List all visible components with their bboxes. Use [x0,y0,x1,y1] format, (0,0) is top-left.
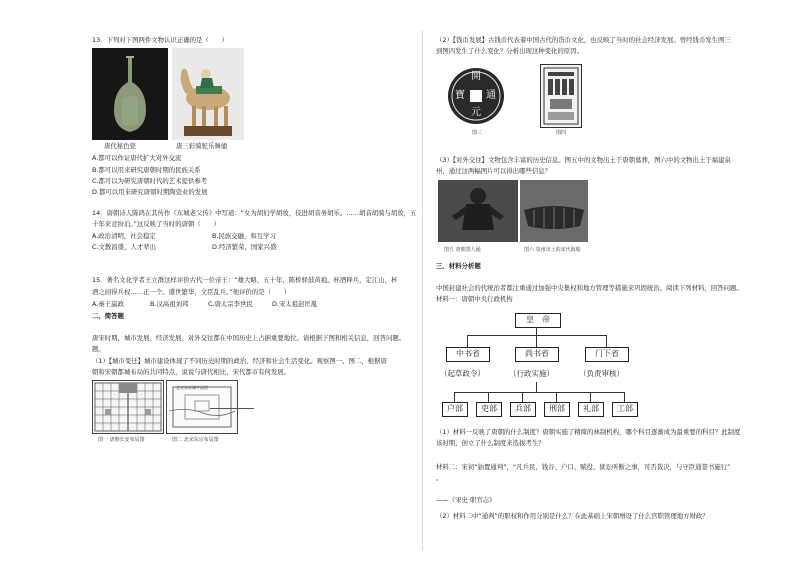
fig3-caption: 图三 [472,130,483,136]
question-1-line2: 该时期，创立了什么制度来选拔考生？ [436,439,545,447]
sub1-line2: 朝和宋朝都城布局的共同特点，说说与唐代相比，宋代都市有何发展。 [92,368,291,376]
sub3-line2: 州，通过这两幅图片可以得出哪些信息？ [436,167,552,175]
chart-line [488,392,489,402]
board-xingbu: 刑部 [544,402,570,417]
q14-option-d: D.经济繁荣，国家兴盛 [212,243,277,251]
coin-char-bottom: 元 [471,107,481,118]
zhongshu-box: 中书省 [446,347,490,362]
board-libu-personnel: 吏部 [476,402,502,417]
shangshu-box: 尚书省 [515,347,559,362]
q13-option-d: D.都可以用来研究唐朝时期陶瓷业的发展 [92,188,208,196]
board-bingbu: 兵部 [510,402,536,417]
kaiyuan-coin-image [446,66,506,126]
sub2-line2: 到图四发生了什么变化？分析出现这种变化的原因。 [436,47,583,55]
section-3-title: 三、材料分析题 [436,262,481,270]
section-2-intro-line1: 唐宋时期，城市发展、经济发展、对外交往都在中国历史上占据重要地位。请根据下图和相关信息，回答问题。 [92,334,406,342]
board-hubu: 户部 [442,402,468,417]
tang-figurine-photo [438,180,518,242]
board-gongbu: 工部 [612,402,638,417]
chart-line [467,335,468,347]
material-2-line1: 材料二：宋初“始置通判”，“凡兵民、钱谷、户口、赋役、狱讼听断之事，可否裁决，与守臣通签书施行” [436,463,731,471]
sub3-line1: （3）【对外交往】文物包含丰富的历史信息。图五中的文物出土于唐朝墓葬，图六中的文物出土于福建泉 [436,156,731,164]
camel-figurine-photo [172,48,244,140]
material-1-label: 材料一：唐朝中央行政机构 [436,295,513,303]
fig2-caption: 图二 北宋东京布局图 [172,437,219,443]
coin-char-left: 寶 [455,90,465,101]
column-divider [422,30,423,550]
material-2-line2: 。 [436,474,443,482]
q15-stem-line2: 酒之间得兵权……正一个。盛世繁华，文臣乱兵。”他评价的是（ ） [92,288,291,296]
q14-option-c: C.文教昌盛，人才辈出 [92,243,157,251]
sub1-line1: （1）【城市变迁】城市建设体现了不同历史时期的政治、经济和社会生活变化。观察图一、图二，根据唐 [92,357,387,365]
chart-line [454,392,455,402]
chart-line [590,392,591,402]
song-ship-photo [520,180,588,242]
q15-option-d: D.宋太祖赵匡胤 [272,300,318,308]
q15-option-b: B.汉高祖刘邦 [150,300,189,308]
changan-layout-map [92,380,164,434]
menxia-duty: （负责审核） [579,369,624,378]
q13-option-b: B.都可以用来研究唐朝时期的民族关系 [92,166,201,174]
celadon-vase-photo [92,48,168,140]
kaifeng-map-title: 北宋东京城平面图 [176,385,208,390]
section-2-title: 二、简答题 [92,312,124,320]
chart-line [467,335,607,336]
coin-char-right: 通 [486,90,496,101]
q13-option-c: C.都可以为研究唐朝时代的艺术提供参考 [92,177,208,185]
q13-stem: 13．下列对下图两件文物认识正确的是（ ） [92,36,228,44]
chart-line [454,392,624,393]
fig1-caption: 图一 唐朝长安布局图 [98,437,145,443]
fig6-caption: 图六 泉州出土的宋代海船 [524,247,581,253]
chart-line [536,335,537,347]
q13-option-a: A.都可以作证唐代扩大对外交流 [92,154,182,162]
camel-caption: 唐三彩骑驼乐舞俑 [176,142,228,150]
chart-line [536,327,537,335]
q14-option-a: A.政治清明，社会稳定 [92,232,156,240]
q14-option-b: B.民族交融，和互学习 [212,232,276,240]
q15-option-a: A.秦王嬴政 [92,300,124,308]
chart-line [522,392,523,402]
chart-line [624,392,625,402]
question-2: （2）材料二中“通判”的职权和作用分别是什么？在此基础上宋朝增设了什么官职管理地方财政？ [436,512,709,520]
vase-caption: 唐代秘色瓷 [104,142,136,150]
section-2-intro-line2: 题。 [92,345,105,353]
chart-line [606,335,607,347]
jiaozi-paper-money-image [540,64,582,128]
q15-option-c: C.唐太宗李世民 [208,300,253,308]
question-1-line1: （1）材料一反映了唐朝的什么制度？唐朝实施了精简的林制机构，哪个科目逐渐成为最重要的科目？此制度 [436,428,741,436]
map-pointer-line [210,408,254,409]
board-libu-rites: 礼部 [578,402,604,417]
shangshu-duty: （行政实施） [509,369,554,378]
zhongshu-duty: （起草政令） [440,369,485,378]
emperor-box: 皇 帝 [515,313,561,328]
sub2-line1: （2）【钱币发展】古钱币代表着中国古代的货币文化，也反映了当时的社会经济发展。曾经钱币发生图三 [436,36,731,44]
coin-char-top: 開 [471,71,481,82]
q14-stem-line2: 十年来竞纷泊。”这反映了当时的唐朝（ ） [92,220,220,228]
q15-stem-line1: 15．著名文化学者王立群这样评价古代一位帝王：“雄大略，五十年，陈桥驿鼓黄袍。杯酒释兵，定江山，杯 [92,276,398,284]
chart-line [536,382,537,392]
material-intro: 中国封建社会的代统治者都注重通过加强中央集权和地方管理等措施来巩固统治。阅读下列材料，回答问题。 [436,284,743,292]
material-2-source: ——《宋史·职官志》 [436,496,496,504]
menxia-box: 门下省 [585,347,629,362]
fig5-caption: 图五 唐朝黑人俑 [444,247,481,253]
chart-line [556,392,557,402]
fig4-caption: 图四 [556,130,567,136]
q14-stem-line1: 14．唐朝诗人陈鸿在其传作《东城老父传》中写道：“女为胡妇学胡妆，伎进胡音务胡乐。……胡音胡骑与胡妆，五 [92,209,417,217]
